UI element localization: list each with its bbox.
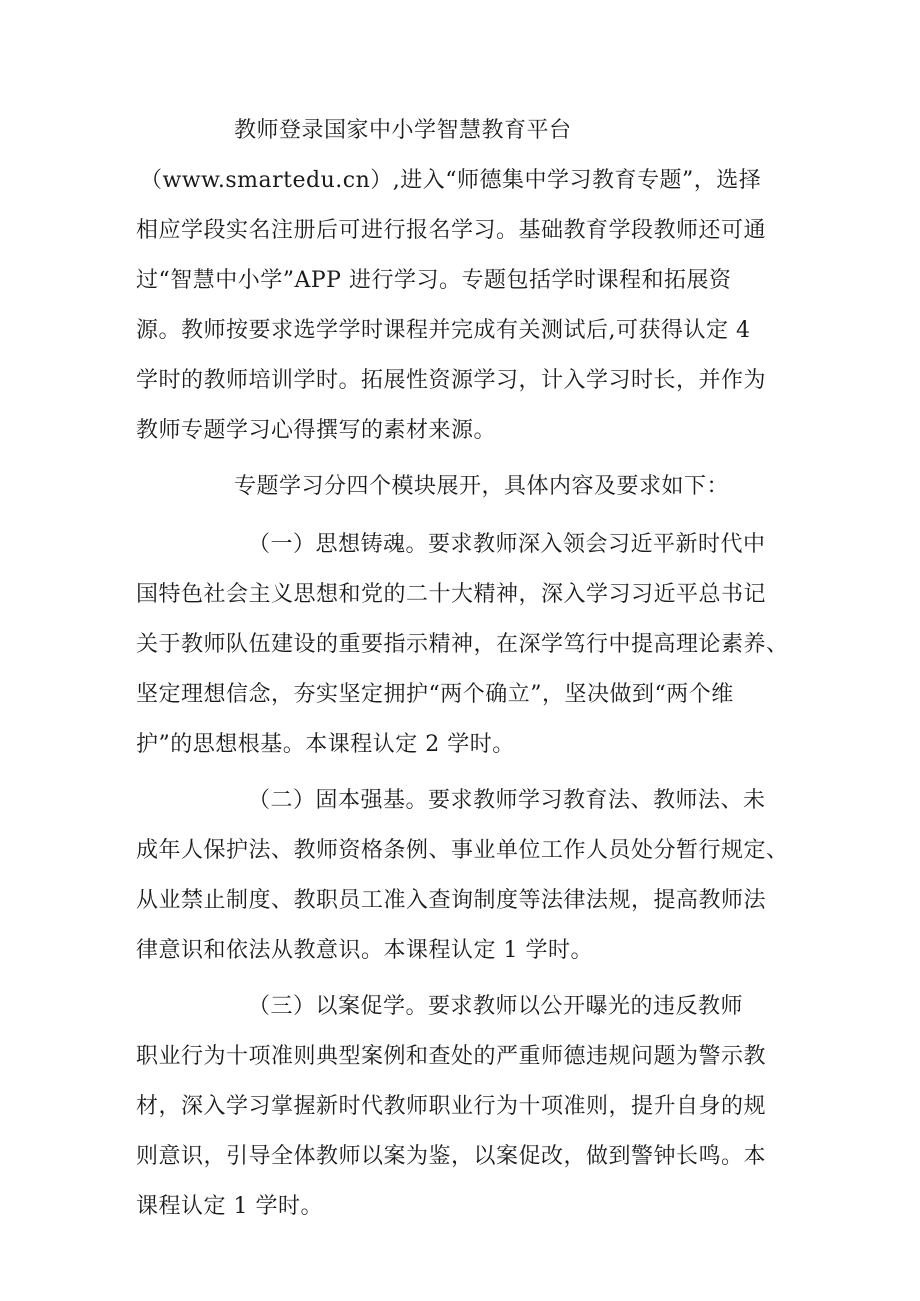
text-line: 过“智慧中小学”APP 进行学习。专题包括学时课程和拓展资 (136, 268, 732, 293)
text-line: 成年人保护法、教师资格条例、事业单位工作人员处分暂行规定、 (136, 838, 789, 863)
text-line: （三）以案促学。要求教师以公开曝光的违反教师 (248, 994, 744, 1019)
text-line: 专题学习分四个模块展开，具体内容及要求如下： (234, 474, 730, 499)
text-line: 源。教师按要求选学学时课程并完成有关测试后,可获得认定 4 (136, 318, 751, 343)
text-line: 则意识，引导全体教师以案为鉴，以案促改，做到警钟长鸣。本 (136, 1144, 767, 1169)
text-line: 护”的思想根基。本课程认定 2 学时。 (136, 732, 515, 757)
text-line: 律意识和依法从教意识。本课程认定 1 学时。 (136, 938, 593, 963)
text-line: 坚定理想信念，夯实坚定拥护“两个确立”，坚决做到“两个维 (136, 682, 734, 707)
text-line: 学时的教师培训学时。拓展性资源学习，计入学习时长，并作为 (136, 368, 767, 393)
text-line: （二）固本强基。要求教师学习教育法、教师法、未 (248, 788, 766, 813)
text-line: 职业行为十项准则典型案例和查处的严重师德违规问题为警示教 (136, 1044, 767, 1069)
text-line: 材，深入学习掌握新时代教师职业行为十项准则，提升自身的规 (136, 1094, 767, 1119)
text-line: 关于教师队伍建设的重要指示精神，在深学笃行中提高理论素养、 (136, 632, 789, 657)
text-line: 从业禁止制度、教职员工准入查询制度等法律法规，提高教师法 (136, 888, 767, 913)
text-line: 国特色社会主义思想和党的二十大精神，深入学习习近平总书记 (136, 582, 767, 607)
text-line: （www.smartedu.cn）,进入“师德集中学习教育专题”，选择 (140, 168, 762, 193)
text-line: （一）思想铸魂。要求教师深入领会习近平新时代中 (248, 532, 766, 557)
text-line: 课程认定 1 学时。 (136, 1194, 323, 1219)
text-line: 教师登录国家中小学智慧教育平台 (234, 118, 572, 143)
text-line: 相应学段实名注册后可进行报名学习。基础教育学段教师还可通 (136, 218, 767, 243)
text-line: 教师专题学习心得撰写的素材来源。 (136, 418, 497, 443)
